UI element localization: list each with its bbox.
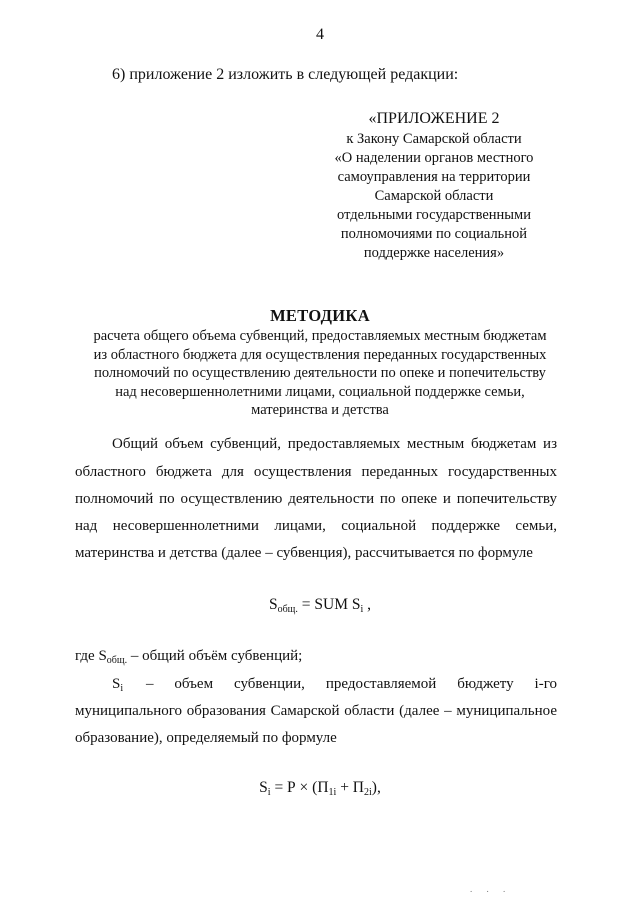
scan-marks: . . .: [470, 884, 512, 894]
formula-subscript: i: [360, 604, 364, 615]
subtitle-line: полномочий по осуществлению деятельности по опеке и попечительству: [94, 365, 546, 381]
appendix-line: полномочиями по социальной: [340, 226, 528, 242]
where-definition: [75, 645, 557, 667]
paragraph-line: муниципального образования Самарской области (далее – муниципальное: [75, 703, 557, 719]
definition-text: – общий объём субвенций;: [127, 648, 303, 664]
definition-symbol: S: [112, 676, 121, 692]
formula-municipal-subvention: [0, 779, 640, 798]
formula-subscript: 2i: [364, 787, 372, 798]
formula-symbol: S: [259, 779, 268, 796]
method-title: МЕТОДИКА: [270, 306, 370, 325]
paragraph-line: полномочий по осуществлению деятельности по опеке и попечительству: [75, 491, 557, 507]
subtitle-line: материнства и детства: [251, 402, 389, 418]
paragraph-line: образование), определяемый по формуле: [75, 730, 337, 746]
paragraph-line: Общий объем субвенций, предоставляемых местным бюджетам из: [112, 436, 557, 452]
paragraph-line: материнства и детства (далее – субвенция), рассчитывается по формуле: [75, 545, 533, 561]
appendix-line: Самарской области: [374, 188, 494, 204]
formula-symbol: S: [268, 596, 278, 613]
definition-text: – объем субвенции, предоставляемой бюджету i-го: [146, 676, 557, 692]
formula-subscript: 1i: [328, 787, 337, 798]
paragraph-line: областного бюджета для осуществления переданных государственных: [75, 464, 557, 480]
appendix-line: поддержке населения»: [363, 245, 505, 261]
appendix-line: «О наделении органов местного: [334, 150, 534, 166]
subtitle-line: над несовершеннолетними лицами, социальной поддержке семьи,: [115, 383, 525, 400]
method-subtitle: [60, 327, 580, 420]
appendix-line: самоуправления на территории: [337, 169, 531, 185]
subtitle-line: расчета общего объема субвенций, предоставляемых местным бюджетам: [93, 328, 547, 344]
appendix-line: к Закону Самарской области: [346, 131, 522, 147]
formula-subscript: общ.: [277, 604, 298, 615]
subtitle-line: из областного бюджета для осуществления переданных государственных: [93, 346, 547, 363]
formula-text: ,: [363, 596, 372, 613]
formula-text: + П: [336, 779, 364, 796]
formula-text: = SUM S: [297, 596, 361, 613]
si-definition-line: [112, 673, 557, 695]
definition-prefix: где S: [75, 648, 107, 664]
appendix-title: «ПРИЛОЖЕНИЕ 2: [368, 110, 500, 127]
formula-subscript: i: [267, 787, 271, 798]
appendix-line: отдельными государственными: [337, 207, 531, 223]
definition-subscript: i: [120, 683, 124, 694]
definition-subscript: общ.: [106, 655, 128, 666]
formula-text: ),: [371, 779, 381, 796]
appendix-header: [320, 108, 548, 263]
formula-total-subvention: [0, 596, 640, 615]
paragraph-line: над несовершеннолетними лицами, социальной поддержке семьи,: [75, 518, 557, 534]
amendment-instruction: 6) приложение 2 изложить в следующей редакции:: [112, 66, 459, 83]
formula-text: = Р × (П: [270, 779, 329, 796]
page-number: 4: [316, 26, 324, 43]
